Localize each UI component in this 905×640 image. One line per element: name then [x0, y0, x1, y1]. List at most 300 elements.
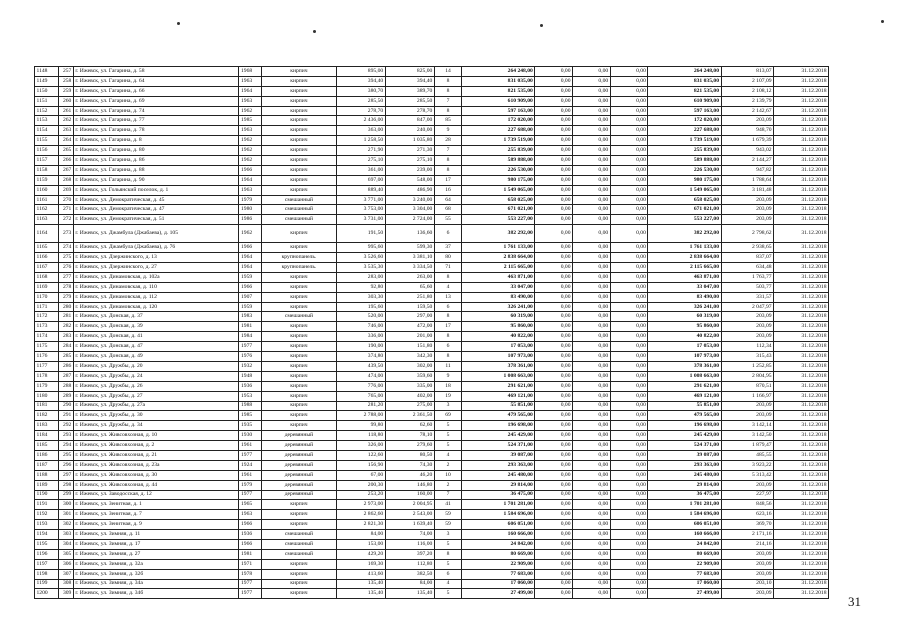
- cell-paid-amount-1: 0,00: [535, 381, 573, 391]
- cell-row-number: 1199: [35, 579, 59, 589]
- cell-contribution-amount: 17 053,00: [462, 342, 535, 352]
- cell-living-area: 285,50: [385, 96, 434, 106]
- cell-paid-amount-2: 0,00: [573, 263, 611, 273]
- cell-year-built: 1963: [239, 510, 262, 520]
- cell-balance-amount: 2 838 664,00: [648, 253, 721, 263]
- cell-paid-amount-3: 0,00: [610, 480, 648, 490]
- cell-rate-per-sqm: 1 788,64: [721, 175, 774, 185]
- cell-residents-count: 8: [434, 312, 461, 322]
- cell-paid-amount-1: 0,00: [535, 282, 573, 292]
- cell-year-built: 1963: [239, 76, 262, 86]
- cell-address: г. Ижевск, ул. Гагарина, д. 8: [73, 136, 239, 146]
- cell-year-built: 1986: [239, 215, 262, 225]
- cell-seq-number: 305: [58, 549, 73, 559]
- cell-residents-count: 2: [434, 460, 461, 470]
- cell-report-date: 31.12.2018: [774, 76, 829, 86]
- cell-row-number: 1179: [35, 381, 59, 391]
- cell-residents-count: 13: [434, 292, 461, 302]
- cell-paid-amount-1: 0,00: [535, 460, 573, 470]
- cell-row-number: 1195: [35, 539, 59, 549]
- table-row: [35, 559, 829, 569]
- table-row: [35, 76, 829, 86]
- cell-paid-amount-2: 0,00: [573, 146, 611, 156]
- cell-paid-amount-2: 0,00: [573, 116, 611, 126]
- cell-paid-amount-1: 0,00: [535, 539, 573, 549]
- table-row: [35, 263, 829, 273]
- cell-report-date: 31.12.2018: [774, 292, 829, 302]
- cell-paid-amount-1: 0,00: [535, 292, 573, 302]
- cell-balance-amount: 1 549 065,00: [648, 185, 721, 195]
- table-row: [35, 282, 829, 292]
- cell-row-number: 1196: [35, 549, 59, 559]
- cell-residents-count: 4: [434, 282, 461, 292]
- cell-paid-amount-1: 0,00: [535, 431, 573, 441]
- cell-report-date: 31.12.2018: [774, 282, 829, 292]
- cell-total-area: 135,40: [336, 589, 385, 599]
- cell-year-built: 1983: [239, 312, 262, 322]
- cell-address: г. Ижевск, ул. Дружбы, д. 30: [73, 411, 239, 421]
- cell-address: г. Ижевск, ул. Гагарина, д. 58: [73, 67, 239, 77]
- cell-wall-material: кирпич: [262, 116, 336, 126]
- cell-rate-per-sqm: 2 107,09: [721, 76, 774, 86]
- cell-year-built: 1964: [239, 175, 262, 185]
- cell-year-built: 1962: [239, 225, 262, 243]
- cell-rate-per-sqm: 3 142,50: [721, 431, 774, 441]
- cell-rate-per-sqm: 813,07: [721, 67, 774, 77]
- cell-living-area: 3 304,00: [385, 205, 434, 215]
- cell-year-built: 1979: [239, 480, 262, 490]
- cell-paid-amount-2: 0,00: [573, 342, 611, 352]
- cell-address: г. Ижевск, ул. Демократическая, д. 47: [73, 205, 239, 215]
- cell-seq-number: 279: [58, 292, 73, 302]
- cell-year-built: 1962: [239, 146, 262, 156]
- cell-year-built: 1984: [239, 332, 262, 342]
- cell-rate-per-sqm: 203,09: [721, 215, 774, 225]
- cell-paid-amount-1: 0,00: [535, 106, 573, 116]
- cell-paid-amount-2: 0,00: [573, 282, 611, 292]
- cell-paid-amount-1: 0,00: [535, 195, 573, 205]
- cell-report-date: 31.12.2018: [774, 312, 829, 322]
- cell-paid-amount-2: 0,00: [573, 156, 611, 166]
- cell-rate-per-sqm: 1 252,85: [721, 361, 774, 371]
- cell-report-date: 31.12.2018: [774, 549, 829, 559]
- cell-row-number: 1152: [35, 106, 59, 116]
- cell-living-area: 2 004,95: [385, 500, 434, 510]
- cell-paid-amount-2: 0,00: [573, 86, 611, 96]
- cell-address: г. Ижевск, ул. Гагарина, д. 80: [73, 146, 239, 156]
- cell-wall-material: смешанный: [262, 205, 336, 215]
- table-row: [35, 460, 829, 470]
- cell-paid-amount-2: 0,00: [573, 559, 611, 569]
- cell-paid-amount-3: 0,00: [610, 165, 648, 175]
- cell-report-date: 31.12.2018: [774, 243, 829, 253]
- cell-paid-amount-2: 0,00: [573, 371, 611, 381]
- cell-wall-material: кирпич: [262, 352, 336, 362]
- cell-rate-per-sqm: 3 181,48: [721, 185, 774, 195]
- cell-residents-count: 18: [434, 381, 461, 391]
- cell-wall-material: кирпич: [262, 165, 336, 175]
- cell-paid-amount-2: 0,00: [573, 96, 611, 106]
- table-row: [35, 361, 829, 371]
- table-row: [35, 332, 829, 342]
- cell-rate-per-sqm: 203,09: [721, 411, 774, 421]
- cell-living-area: 335,00: [385, 381, 434, 391]
- cell-residents-count: 17: [434, 175, 461, 185]
- cell-paid-amount-3: 0,00: [610, 76, 648, 86]
- cell-paid-amount-3: 0,00: [610, 205, 648, 215]
- cell-paid-amount-1: 0,00: [535, 146, 573, 156]
- table-row: [35, 322, 829, 332]
- cell-paid-amount-2: 0,00: [573, 225, 611, 243]
- cell-address: г. Ижевск, ул. Дружбы, д. 27а: [73, 401, 239, 411]
- cell-total-area: 2 788,00: [336, 411, 385, 421]
- cell-total-area: 895,00: [336, 67, 385, 77]
- cell-report-date: 31.12.2018: [774, 106, 829, 116]
- cell-row-number: 1161: [35, 195, 59, 205]
- cell-rate-per-sqm: 2 142,67: [721, 106, 774, 116]
- cell-living-area: 275,00: [385, 401, 434, 411]
- table-row: [35, 579, 829, 589]
- cell-row-number: 1158: [35, 165, 59, 175]
- cell-row-number: 1171: [35, 302, 59, 312]
- cell-address: г. Ижевск, ул. Заводосская, д. 12: [73, 490, 239, 500]
- cell-seq-number: 303: [58, 530, 73, 540]
- cell-contribution-amount: 479 565,00: [462, 411, 535, 421]
- cell-row-number: 1184: [35, 431, 59, 441]
- cell-contribution-amount: 29 814,00: [462, 480, 535, 490]
- cell-year-built: 1924: [239, 460, 262, 470]
- cell-contribution-amount: 264 248,00: [462, 67, 535, 77]
- cell-living-area: 239,00: [385, 165, 434, 175]
- cell-living-area: 279,60: [385, 441, 434, 451]
- cell-rate-per-sqm: 485,55: [721, 450, 774, 460]
- cell-paid-amount-2: 0,00: [573, 520, 611, 530]
- cell-paid-amount-2: 0,00: [573, 126, 611, 136]
- cell-report-date: 31.12.2018: [774, 421, 829, 431]
- cell-report-date: 31.12.2018: [774, 530, 829, 540]
- cell-living-area: 486,90: [385, 185, 434, 195]
- cell-year-built: 1907: [239, 292, 262, 302]
- cell-residents-count: 14: [434, 67, 461, 77]
- cell-address: г. Ижевск, ул. Динамовская, д. 112: [73, 292, 239, 302]
- cell-total-area: 889,40: [336, 185, 385, 195]
- cell-balance-amount: 255 839,00: [648, 146, 721, 156]
- cell-total-area: 153,00: [336, 539, 385, 549]
- cell-contribution-amount: 1 549 065,00: [462, 185, 535, 195]
- cell-total-area: 278,70: [336, 106, 385, 116]
- cell-row-number: 1177: [35, 361, 59, 371]
- cell-contribution-amount: 980 175,00: [462, 175, 535, 185]
- cell-paid-amount-1: 0,00: [535, 322, 573, 332]
- cell-address: г. Ижевск, ул. Гагарина, д. 66: [73, 86, 239, 96]
- cell-paid-amount-3: 0,00: [610, 539, 648, 549]
- cell-balance-amount: 589 888,00: [648, 156, 721, 166]
- cell-paid-amount-3: 0,00: [610, 86, 648, 96]
- cell-residents-count: 6: [434, 302, 461, 312]
- cell-balance-amount: 1 008 663,00: [648, 371, 721, 381]
- cell-balance-amount: 479 565,00: [648, 411, 721, 421]
- cell-total-area: 156,90: [336, 460, 385, 470]
- cell-balance-amount: 226 530,00: [648, 165, 721, 175]
- cell-row-number: 1173: [35, 322, 59, 332]
- cell-total-area: 3 771,00: [336, 195, 385, 205]
- cell-contribution-amount: 33 047,00: [462, 282, 535, 292]
- cell-row-number: 1149: [35, 76, 59, 86]
- cell-year-built: 1966: [239, 243, 262, 253]
- cell-rate-per-sqm: 203,09: [721, 569, 774, 579]
- cell-seq-number: 288: [58, 381, 73, 391]
- cell-contribution-amount: 255 839,00: [462, 146, 535, 156]
- cell-rate-per-sqm: 203,09: [721, 205, 774, 215]
- cell-total-area: 380,70: [336, 86, 385, 96]
- cell-rate-per-sqm: 203,10: [721, 579, 774, 589]
- cell-residents-count: 5: [434, 559, 461, 569]
- cell-living-area: 2 361,50: [385, 411, 434, 421]
- cell-residents-count: 2: [434, 480, 461, 490]
- cell-paid-amount-1: 0,00: [535, 126, 573, 136]
- cell-wall-material: кирпич: [262, 156, 336, 166]
- cell-seq-number: 309: [58, 589, 73, 599]
- cell-wall-material: кирпич: [262, 589, 336, 599]
- scan-dot: [540, 24, 543, 27]
- table-row: [35, 165, 829, 175]
- cell-paid-amount-3: 0,00: [610, 215, 648, 225]
- cell-seq-number: 265: [58, 146, 73, 156]
- cell-residents-count: 37: [434, 243, 461, 253]
- cell-paid-amount-1: 0,00: [535, 312, 573, 322]
- cell-paid-amount-1: 0,00: [535, 361, 573, 371]
- cell-residents-count: 7: [434, 146, 461, 156]
- cell-balance-amount: 107 973,00: [648, 352, 721, 362]
- cell-total-area: 413,60: [336, 569, 385, 579]
- cell-paid-amount-2: 0,00: [573, 243, 611, 253]
- cell-paid-amount-3: 0,00: [610, 569, 648, 579]
- cell-rate-per-sqm: 5 313,42: [721, 470, 774, 480]
- cell-balance-amount: 291 621,00: [648, 381, 721, 391]
- cell-living-area: 1 035,80: [385, 136, 434, 146]
- cell-wall-material: кирпич: [262, 126, 336, 136]
- cell-contribution-amount: 469 121,00: [462, 391, 535, 401]
- cell-balance-amount: 80 669,00: [648, 549, 721, 559]
- cell-living-area: 160,00: [385, 490, 434, 500]
- cell-report-date: 31.12.2018: [774, 126, 829, 136]
- cell-contribution-amount: 821 535,00: [462, 86, 535, 96]
- cell-contribution-amount: 196 698,00: [462, 421, 535, 431]
- cell-paid-amount-2: 0,00: [573, 253, 611, 263]
- cell-wall-material: кирпич: [262, 569, 336, 579]
- cell-contribution-amount: 293 363,00: [462, 460, 535, 470]
- cell-row-number: 1197: [35, 559, 59, 569]
- cell-report-date: 31.12.2018: [774, 569, 829, 579]
- cell-contribution-amount: 17 060,00: [462, 579, 535, 589]
- cell-row-number: 1154: [35, 126, 59, 136]
- cell-total-area: 3 753,00: [336, 205, 385, 215]
- cell-address: г. Ижевск, ул. Донская, д. 47: [73, 342, 239, 352]
- cell-address: г. Ижевск, ул. Демократическая, д. 45: [73, 195, 239, 205]
- cell-residents-count: 64: [434, 195, 461, 205]
- cell-paid-amount-1: 0,00: [535, 272, 573, 282]
- cell-seq-number: 307: [58, 569, 73, 579]
- cell-rate-per-sqm: 2 798,62: [721, 225, 774, 243]
- cell-balance-amount: 1 701 281,00: [648, 500, 721, 510]
- cell-paid-amount-1: 0,00: [535, 136, 573, 146]
- cell-wall-material: кирпич: [262, 332, 336, 342]
- cell-year-built: 1936: [239, 381, 262, 391]
- cell-paid-amount-3: 0,00: [610, 500, 648, 510]
- cell-contribution-amount: 27 499,00: [462, 589, 535, 599]
- table-row: [35, 470, 829, 480]
- cell-wall-material: кирпич: [262, 421, 336, 431]
- cell-balance-amount: 36 475,00: [648, 490, 721, 500]
- cell-living-area: 80,50: [385, 450, 434, 460]
- cell-address: г. Ижевск, ул. Дзержинского, д. 27: [73, 263, 239, 273]
- cell-paid-amount-1: 0,00: [535, 470, 573, 480]
- cell-year-built: 1964: [239, 253, 262, 263]
- cell-rate-per-sqm: 203,09: [721, 401, 774, 411]
- cell-rate-per-sqm: 369,70: [721, 520, 774, 530]
- cell-wall-material: смешанный: [262, 530, 336, 540]
- cell-address: г. Ижевск, ул. Донская, д. 37: [73, 312, 239, 322]
- cell-seq-number: 286: [58, 361, 73, 371]
- cell-balance-amount: 671 021,00: [648, 205, 721, 215]
- cell-year-built: 1948: [239, 371, 262, 381]
- cell-year-built: 1985: [239, 116, 262, 126]
- table-row: [35, 401, 829, 411]
- cell-wall-material: кирпич: [262, 272, 336, 282]
- cell-contribution-amount: 326 241,00: [462, 302, 535, 312]
- cell-year-built: 1966: [239, 165, 262, 175]
- cell-total-area: 200,30: [336, 480, 385, 490]
- cell-address: г. Ижевск, ул. Гагарина, д. 78: [73, 126, 239, 136]
- cell-total-area: 3 526,60: [336, 253, 385, 263]
- table-row: [35, 391, 829, 401]
- cell-paid-amount-1: 0,00: [535, 391, 573, 401]
- cell-report-date: 31.12.2018: [774, 371, 829, 381]
- cell-address: г. Ижевск, ул. Гагарина, д. 86: [73, 156, 239, 166]
- cell-seq-number: 300: [58, 500, 73, 510]
- cell-contribution-amount: 80 669,00: [462, 549, 535, 559]
- cell-contribution-amount: 95 860,00: [462, 322, 535, 332]
- cell-report-date: 31.12.2018: [774, 361, 829, 371]
- table-row: [35, 480, 829, 490]
- cell-address: г. Ижевск, ул. Динамовская, д. 110: [73, 282, 239, 292]
- cell-rate-per-sqm: 503,77: [721, 282, 774, 292]
- table-row: [35, 126, 829, 136]
- cell-wall-material: кирпич: [262, 146, 336, 156]
- cell-row-number: 1148: [35, 67, 59, 77]
- cell-report-date: 31.12.2018: [774, 156, 829, 166]
- cell-balance-amount: 172 020,00: [648, 116, 721, 126]
- cell-living-area: 397,20: [385, 549, 434, 559]
- cell-year-built: 1963: [239, 96, 262, 106]
- cell-row-number: 1174: [35, 332, 59, 342]
- cell-paid-amount-1: 0,00: [535, 530, 573, 540]
- cell-paid-amount-3: 0,00: [610, 67, 648, 77]
- cell-year-built: 1979: [239, 195, 262, 205]
- cell-balance-amount: 658 025,00: [648, 195, 721, 205]
- cell-paid-amount-2: 0,00: [573, 332, 611, 342]
- cell-row-number: 1198: [35, 569, 59, 579]
- cell-rate-per-sqm: 2 938,65: [721, 243, 774, 253]
- cell-address: г. Ижевск, ул. Зимняя, д. 17: [73, 539, 239, 549]
- cell-address: г. Ижевск, ул. Гагарина, д. 88: [73, 165, 239, 175]
- cell-address: г. Ижевск, ул. Зимняя, д. 32б: [73, 569, 239, 579]
- cell-paid-amount-1: 0,00: [535, 67, 573, 77]
- cell-wall-material: кирпич: [262, 292, 336, 302]
- cell-paid-amount-3: 0,00: [610, 510, 648, 520]
- cell-balance-amount: 17 053,00: [648, 342, 721, 352]
- cell-paid-amount-1: 0,00: [535, 441, 573, 451]
- cell-residents-count: 59: [434, 510, 461, 520]
- cell-row-number: 1153: [35, 116, 59, 126]
- cell-paid-amount-1: 0,00: [535, 175, 573, 185]
- cell-total-area: 190,00: [336, 342, 385, 352]
- cell-seq-number: 296: [58, 460, 73, 470]
- cell-paid-amount-3: 0,00: [610, 332, 648, 342]
- cell-seq-number: 299: [58, 490, 73, 500]
- cell-living-area: 402,00: [385, 391, 434, 401]
- cell-balance-amount: 831 035,00: [648, 76, 721, 86]
- cell-balance-amount: 33 047,00: [648, 282, 721, 292]
- cell-paid-amount-3: 0,00: [610, 243, 648, 253]
- cell-paid-amount-1: 0,00: [535, 86, 573, 96]
- cell-contribution-amount: 245 429,00: [462, 431, 535, 441]
- cell-row-number: 1190: [35, 490, 59, 500]
- cell-contribution-amount: 553 227,00: [462, 215, 535, 225]
- cell-paid-amount-3: 0,00: [610, 441, 648, 451]
- cell-balance-amount: 29 814,00: [648, 480, 721, 490]
- cell-balance-amount: 1 739 519,00: [648, 136, 721, 146]
- cell-total-area: 2 821,30: [336, 520, 385, 530]
- cell-balance-amount: 821 535,00: [648, 86, 721, 96]
- cell-paid-amount-3: 0,00: [610, 579, 648, 589]
- cell-wall-material: кирпич: [262, 106, 336, 116]
- cell-seq-number: 284: [58, 342, 73, 352]
- cell-paid-amount-1: 0,00: [535, 332, 573, 342]
- cell-paid-amount-3: 0,00: [610, 421, 648, 431]
- cell-paid-amount-3: 0,00: [610, 342, 648, 352]
- cell-balance-amount: 1 584 696,00: [648, 510, 721, 520]
- cell-balance-amount: 24 842,00: [648, 539, 721, 549]
- cell-address: г. Ижевск, ул. Донская, д. 39: [73, 322, 239, 332]
- cell-paid-amount-2: 0,00: [573, 549, 611, 559]
- cell-total-area: 697,00: [336, 175, 385, 185]
- cell-seq-number: 280: [58, 302, 73, 312]
- cell-residents-count: 8: [434, 165, 461, 175]
- cell-balance-amount: 196 698,00: [648, 421, 721, 431]
- cell-paid-amount-2: 0,00: [573, 539, 611, 549]
- cell-seq-number: 261: [58, 106, 73, 116]
- cell-address: г. Ижевск, ул. Дзержинского, д. 13: [73, 253, 239, 263]
- cell-address: г. Ижевск, ул. Зимняя, д. 11: [73, 530, 239, 540]
- cell-paid-amount-3: 0,00: [610, 282, 648, 292]
- cell-row-number: 1150: [35, 86, 59, 96]
- cell-living-area: 74,30: [385, 460, 434, 470]
- cell-living-area: 146,80: [385, 480, 434, 490]
- cell-paid-amount-3: 0,00: [610, 381, 648, 391]
- cell-paid-amount-2: 0,00: [573, 579, 611, 589]
- cell-living-area: 74,00: [385, 530, 434, 540]
- cell-rate-per-sqm: 2 108,12: [721, 86, 774, 96]
- cell-row-number: 1175: [35, 342, 59, 352]
- cell-row-number: 1157: [35, 156, 59, 166]
- cell-residents-count: 28: [434, 136, 461, 146]
- cell-contribution-amount: 378 361,00: [462, 361, 535, 371]
- table-row: [35, 431, 829, 441]
- cell-contribution-amount: 77 683,00: [462, 569, 535, 579]
- cell-residents-count: 16: [434, 185, 461, 195]
- cell-total-area: 118,80: [336, 431, 385, 441]
